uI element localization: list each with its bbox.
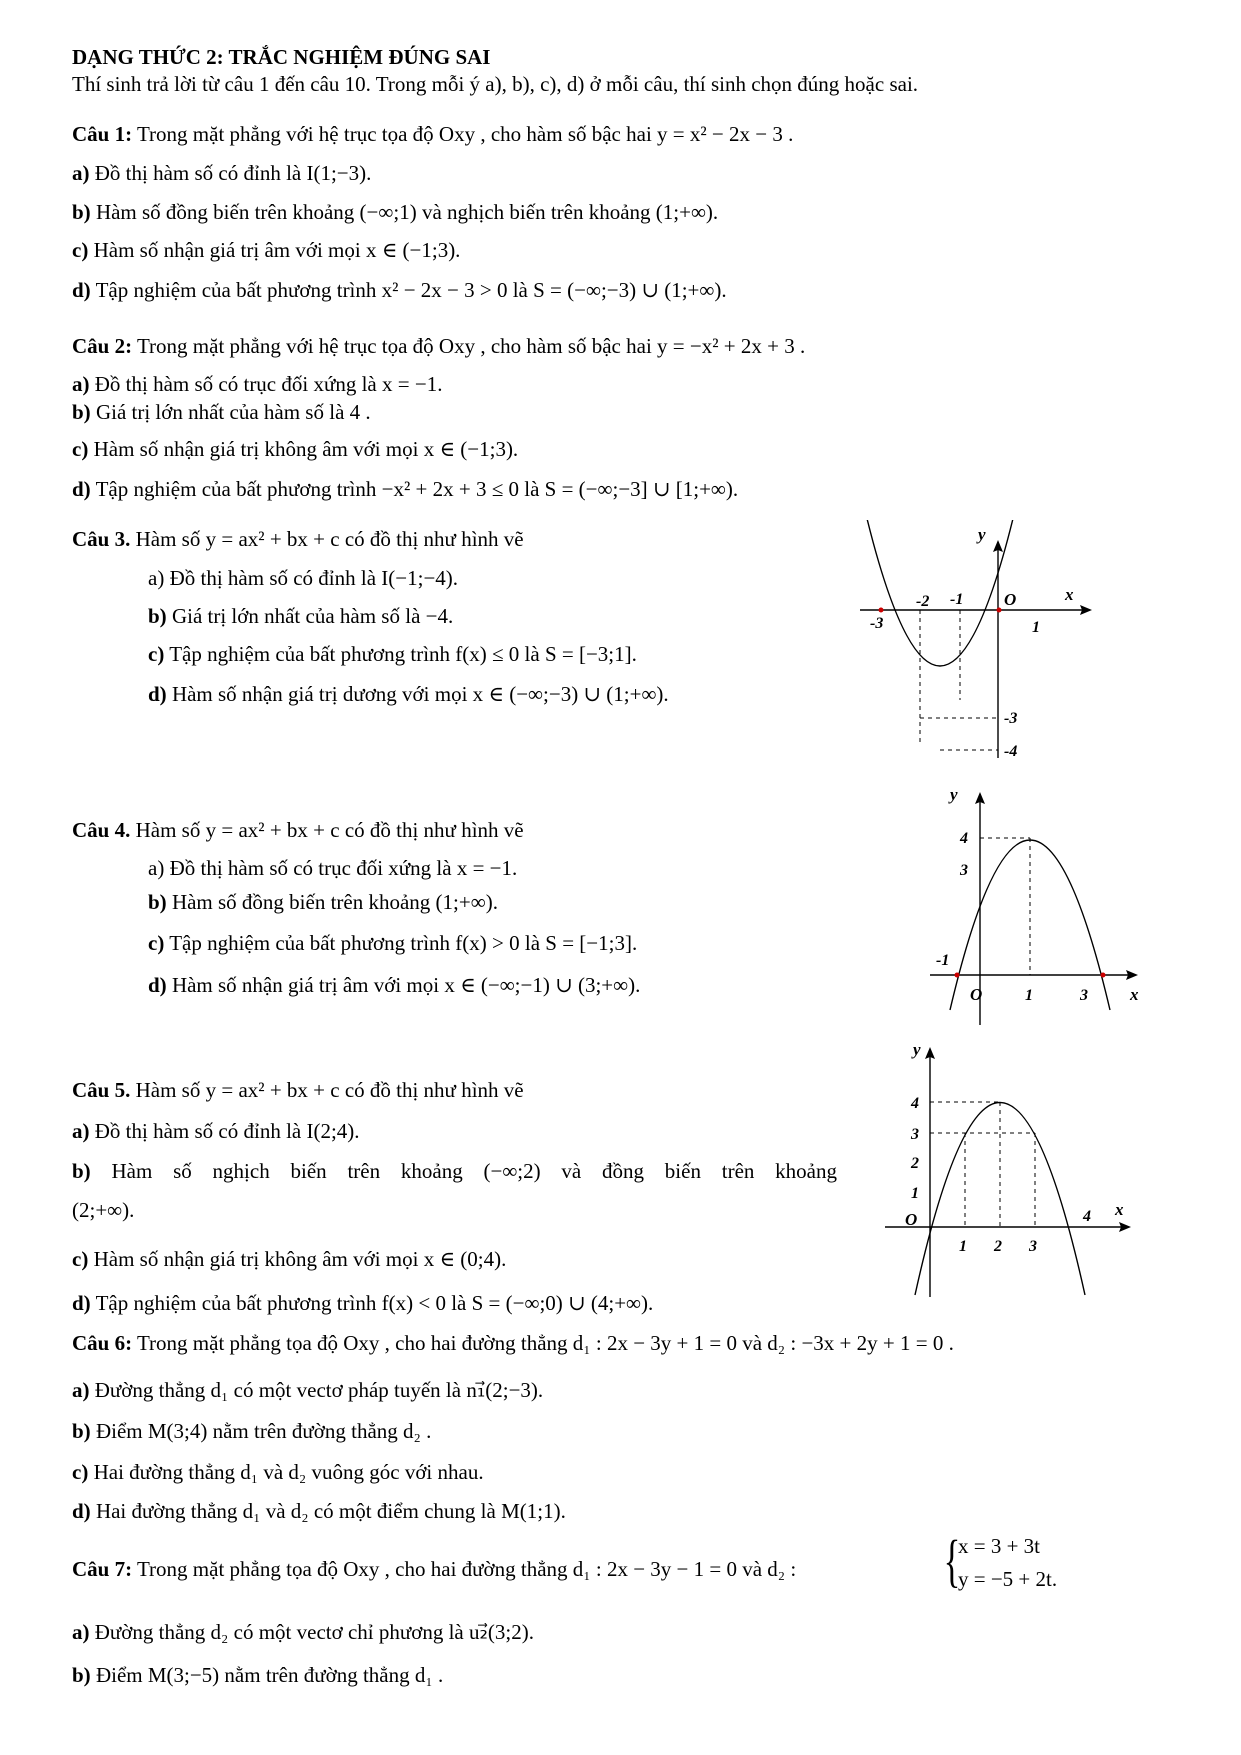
q6-b-text: Điểm M(3;4) nằm trên đường thẳng d₂ . [95, 1419, 432, 1443]
q4-x-label: x [1130, 985, 1139, 1004]
q5-tick-y2: 2 [911, 1155, 919, 1172]
q5-b-text: Hàm số nghịch biến trên khoảng (−∞;2) và đồng biến trên khoảng [111, 1159, 838, 1183]
q3-tick-1: 1 [1032, 619, 1040, 636]
q5-graph [885, 1035, 1145, 1300]
q3-label: Câu 3. [72, 527, 131, 551]
q4-b-text: Hàm số đồng biến trên khoảng (1;+∞). [171, 890, 498, 914]
q3-b-text: Giá trị lớn nhất của hàm số là −4. [171, 604, 454, 628]
q4-stem [72, 818, 524, 843]
q1-b-label: b) [72, 200, 91, 224]
q3-tick-minus2: -2 [916, 593, 930, 610]
q4-text: Hàm số y = ax² + bx + c có đồ thị như hình vẽ [135, 818, 524, 842]
q2-c-text: Hàm số nhận giá trị không âm với mọi x ∈ (−1;3). [93, 437, 519, 461]
q5-option-b [72, 1159, 837, 1184]
q5-option-b-cont: (2;+∞). [72, 1198, 135, 1222]
q2-a-text: Đồ thị hàm số có trục đối xứng là x = −1. [94, 372, 443, 396]
q6-option-d [72, 1499, 566, 1524]
q4-d-label: d) [148, 973, 167, 997]
q2-stem [72, 334, 805, 359]
q6-d-text: Hai đường thẳng d₁ và d₂ có một điểm chung là M(1;1). [95, 1499, 566, 1523]
q2-d-label: d) [72, 477, 91, 501]
q3-tick-y-minus4: -4 [1004, 743, 1018, 760]
q2-option-b [72, 400, 371, 425]
q6-option-c [72, 1460, 484, 1485]
q5-option-c [72, 1247, 506, 1272]
q7-system-brace: { [943, 1528, 961, 1593]
section-title: DẠNG THỨC 2: TRẮC NGHIỆM ĐÚNG SAI [72, 45, 491, 69]
q6-a-text: Đường thẳng d₁ có một vectơ pháp tuyến là n₁⃗(2;−3). [94, 1378, 544, 1402]
q7-a-text: Đường thẳng d₂ có một vectơ chỉ phương là u₂⃗(3;2). [94, 1620, 534, 1644]
q2-c-label: c) [72, 437, 89, 461]
q5-origin-label: O [905, 1210, 918, 1229]
q4-root-right [1101, 973, 1106, 978]
q3-tick-minus3: -3 [870, 615, 884, 632]
q1-c-text: Hàm số nhận giá trị âm với mọi x ∈ (−1;3). [93, 238, 461, 262]
q3-origin-label: O [1004, 590, 1017, 609]
q5-text: Hàm số y = ax² + bx + c có đồ thị như hình vẽ [135, 1078, 524, 1102]
q4-option-b [148, 890, 498, 915]
q3-root-left [879, 608, 884, 613]
q3-d-label: d) [148, 682, 167, 706]
q2-option-a [72, 372, 442, 397]
q4-origin-label: O [970, 985, 983, 1004]
q4-tick-y3: 3 [960, 862, 968, 879]
q6-b-label: b) [72, 1419, 91, 1443]
q1-option-d [72, 278, 727, 303]
q1-d-text: Tập nghiệm của bất phương trình x² − 2x − 3 > 0 là S = (−∞;−3) ∪ (1;+∞). [95, 278, 727, 302]
q7-stem [72, 1557, 796, 1582]
q4-b-label: b) [148, 890, 167, 914]
q6-a-label: a) [72, 1378, 90, 1402]
q2-b-text: Giá trị lớn nhất của hàm số là 4 . [95, 400, 371, 424]
q4-a-text: Đồ thị hàm số có trục đối xứng là x = −1. [169, 856, 518, 880]
q1-label: Câu 1: [72, 122, 133, 146]
q3-a-text: Đồ thị hàm số có đỉnh là I(−1;−4). [169, 566, 459, 590]
q5-tick-x2: 2 [994, 1238, 1002, 1255]
q5-tick-x4: 4 [1083, 1208, 1091, 1225]
q1-b-text: Hàm số đồng biến trên khoảng (−∞;1) và nghịch biến trên khoảng (1;+∞). [95, 200, 719, 224]
q6-option-b [72, 1419, 431, 1444]
q7-text: Trong mặt phẳng tọa độ Oxy , cho hai đường thẳng d₁ : 2x − 3y − 1 = 0 và d₂ : [136, 1557, 797, 1581]
q5-c-text: Hàm số nhận giá trị không âm với mọi x ∈ (0;4). [93, 1247, 507, 1271]
q2-text: Trong mặt phẳng với hệ trục tọa độ Oxy , cho hàm số bậc hai y = −x² + 2x + 3 . [136, 334, 806, 358]
q5-tick-x1: 1 [959, 1238, 967, 1255]
q7-option-b [72, 1663, 443, 1688]
q3-root-right [997, 608, 1002, 613]
q1-option-b [72, 200, 718, 225]
q3-tick-y-minus3: -3 [1004, 710, 1018, 727]
q5-option-d [72, 1291, 653, 1316]
q5-label: Câu 5. [72, 1078, 131, 1102]
q1-a-text: Đồ thị hàm số có đỉnh là I(1;−3). [94, 161, 372, 185]
q4-option-c [148, 931, 637, 956]
q4-d-text: Hàm số nhận giá trị âm với mọi x ∈ (−∞;−1) ∪ (3;+∞). [171, 973, 641, 997]
q4-tick-y4: 4 [960, 830, 968, 847]
q3-text: Hàm số y = ax² + bx + c có đồ thị như hình vẽ [135, 527, 524, 551]
q3-b-label: b) [148, 604, 167, 628]
q1-c-label: c) [72, 238, 89, 262]
q7-system-line2-text: y = −5 + 2t [958, 1567, 1052, 1591]
q2-label: Câu 2: [72, 334, 133, 358]
q1-d-label: d) [72, 278, 91, 302]
q5-tick-x3: 3 [1029, 1238, 1037, 1255]
q7-system-line2: y = −5 + 2t. [958, 1567, 1058, 1591]
q2-option-c [72, 437, 518, 462]
q4-label: Câu 4. [72, 818, 131, 842]
q5-tick-y4: 4 [911, 1095, 919, 1112]
q5-stem [72, 1078, 524, 1103]
q2-option-d [72, 477, 738, 502]
q4-root-left [955, 973, 960, 978]
q6-d-label: d) [72, 1499, 91, 1523]
q3-option-a [148, 566, 458, 591]
q4-option-d [148, 973, 640, 998]
q3-option-d [148, 682, 669, 707]
q1-option-c [72, 238, 460, 263]
q3-y-label: y [978, 525, 986, 544]
q7-b-text: Điểm M(3;−5) nằm trên đường thẳng d₁ . [95, 1663, 444, 1687]
instruction: Thí sinh trả lời từ câu 1 đến câu 10. Trong mỗi ý a), b), c), d) ở mỗi câu, thí sinh chọn đúng hoặc sai. [72, 72, 919, 96]
q5-x-label: x [1115, 1200, 1124, 1219]
q4-option-a [148, 856, 517, 881]
q4-c-label: c) [148, 931, 165, 955]
q5-d-text: Tập nghiệm của bất phương trình f(x) < 0 là S = (−∞;0) ∪ (4;+∞). [95, 1291, 654, 1315]
q4-y-label: y [950, 785, 958, 804]
q3-a-label: a) [148, 566, 165, 590]
q4-graph [930, 780, 1150, 1030]
q6-label: Câu 6: [72, 1331, 133, 1355]
q5-c-label: c) [72, 1247, 89, 1271]
q3-c-label: c) [148, 642, 165, 666]
q1-text: Trong mặt phẳng với hệ trục tọa độ Oxy , cho hàm số bậc hai y = x² − 2x − 3 . [136, 122, 794, 146]
q3-option-b [148, 604, 453, 629]
q5-tick-y1: 1 [911, 1185, 919, 1202]
q3-c-text: Tập nghiệm của bất phương trình f(x) ≤ 0 là S = [−3;1]. [169, 642, 637, 666]
q4-a-label: a) [148, 856, 165, 880]
q5-y-label: y [913, 1040, 921, 1059]
q7-system-line1: x = 3 + 3t [958, 1534, 1041, 1558]
q7-a-label: a) [72, 1620, 90, 1644]
q6-c-label: c) [72, 1460, 89, 1484]
q3-option-c [148, 642, 637, 667]
q7-option-a [72, 1620, 534, 1645]
q3-stem [72, 527, 524, 552]
q5-a-text: Đồ thị hàm số có đỉnh là I(2;4). [94, 1119, 360, 1143]
q1-stem [72, 122, 793, 147]
q4-tick-1: 1 [1025, 987, 1033, 1004]
q5-tick-y3: 3 [911, 1126, 919, 1143]
q4-tick-3: 3 [1080, 987, 1088, 1004]
q7-b-label: b) [72, 1663, 91, 1687]
q6-stem [72, 1331, 954, 1356]
q3-d-text: Hàm số nhận giá trị dương với mọi x ∈ (−∞;−3) ∪ (1;+∞). [171, 682, 669, 706]
q5-option-a [72, 1119, 360, 1144]
q6-option-a [72, 1378, 543, 1403]
q6-c-text: Hai đường thẳng d₁ và d₂ vuông góc với nhau. [93, 1460, 484, 1484]
q1-a-label: a) [72, 161, 90, 185]
q7-label: Câu 7: [72, 1557, 133, 1581]
q2-d-text: Tập nghiệm của bất phương trình −x² + 2x + 3 ≤ 0 là S = (−∞;−3] ∪ [1;+∞). [95, 477, 739, 501]
q5-a-label: a) [72, 1119, 90, 1143]
q5-d-label: d) [72, 1291, 91, 1315]
q2-b-label: b) [72, 400, 91, 424]
q4-c-text: Tập nghiệm của bất phương trình f(x) > 0 là S = [−1;3]. [169, 931, 638, 955]
q3-tick-minus1: -1 [950, 591, 964, 608]
q4-tick-minus1: -1 [936, 952, 950, 969]
q3-graph [860, 520, 1100, 770]
q1-option-a [72, 161, 371, 186]
q3-x-label: x [1065, 585, 1074, 604]
q6-text: Trong mặt phẳng tọa độ Oxy , cho hai đường thẳng d₁ : 2x − 3y + 1 = 0 và d₂ : −3x + 2y + 1 = 0 . [136, 1331, 954, 1355]
q5-b-label: b) [72, 1159, 91, 1183]
q2-a-label: a) [72, 372, 90, 396]
